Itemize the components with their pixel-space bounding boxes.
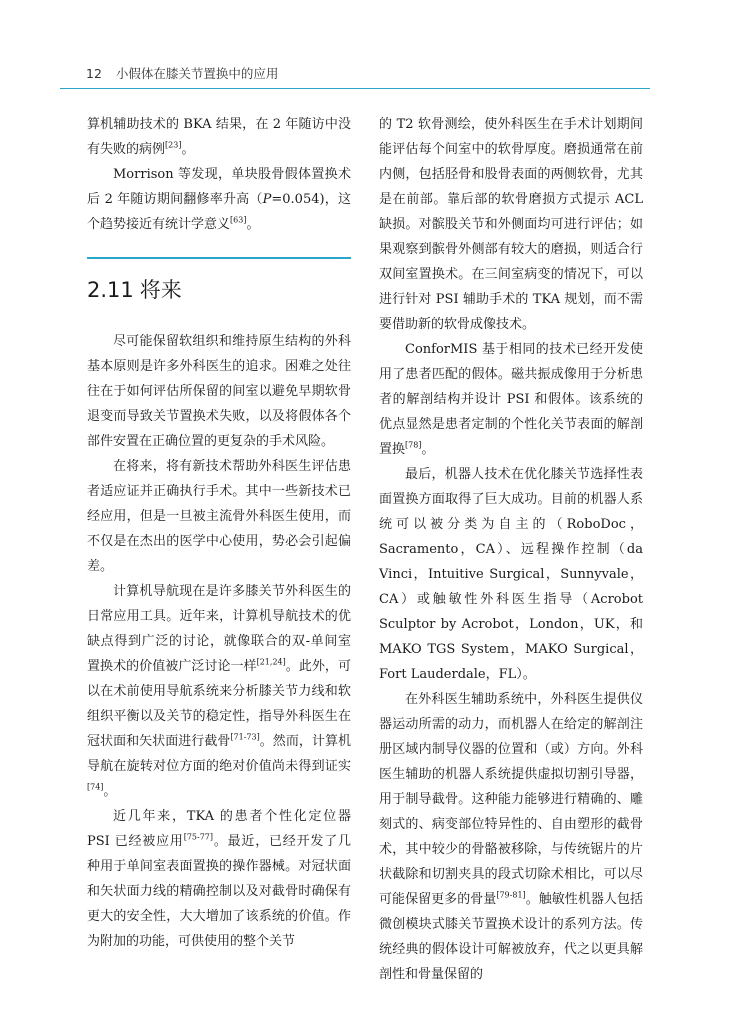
left-column (87, 112, 351, 954)
paragraph-future: 在将来，将有新技术帮助外科医生评估患者适应证并正确执行手术。其中一些新技术已经应用，但是一旦被主流骨外科医生使用，而不仅是在杰出的医学中心使用，势必会引起偏差。 (87, 459, 351, 574)
header-rule (60, 88, 650, 89)
right-column (379, 112, 643, 987)
section-rule (87, 257, 351, 259)
section-number: 2.11 (87, 278, 134, 302)
paragraph-conformis: ConforMIS 基于相同的技术已经开发使用了患者匹配的假体。磁共振成像用于分析患者的解剖结构并设计 PSI 和假体。该系统的优点显然是患者定制的个性化关节表面的解剖置换[78]。 (379, 342, 643, 457)
section-heading (87, 275, 351, 305)
running-header (86, 64, 646, 84)
page-number: 12 (86, 66, 102, 81)
section-title: 将来 (139, 278, 182, 302)
paragraph-psi: 近几年来，TKA 的患者个性化定位器 PSI 已经被应用[75-77]。最近，已经开发了几种用于单间室表面置换的操作器械。对冠状面和矢状面力线的精确控制以及对截骨时确保有更大的安全性，大大增加了该系统的价值。作为附加的功能，可供使用的整个关节 (87, 809, 351, 949)
paragraph-continued: 算机辅助技术的 BKA 结果，在 2 年随访中没有失败的病例[23]。 (87, 117, 351, 157)
running-title: 小假体在膝关节置换中的应用 (115, 66, 279, 81)
paragraph-t2-mapping: 的 T2 软骨测绘，使外科医生在手术计划期间能评估每个间室中的软骨厚度。磨损通常在前内侧，包括胫骨和股骨表面的两侧软骨，尤其是在前部。靠后部的软骨磨损方式提示 ACL 缺损。对髌股关节和外侧面均可进行评估；如果观察到髌骨外侧部有较大的磨损，则适合行双间室置换术。在三间室病变的情况下，可以进行针对 PSI 辅助手术的 TKA 规划，而不需要借助新的软骨成像技术。 (379, 117, 643, 332)
paragraph-robotics: 最后，机器人技术在优化膝关节选择性表面置换方面取得了巨大成功。目前的机器人系统可以被分类为自主的（RoboDoc，Sacramento，CA）、远程操作控制（da Vinci，Intuitive Surgical，Sunnyvale，CA）或触敏性外科医生指导（Acrobot Sculptor by Acrobot，London，UK，和 MAKO TGS System，MAKO Surgical，Fort Lauderdale，FL）。 (379, 467, 643, 682)
paragraph-principle: 尽可能保留软组织和维持原生结构的外科基本原则是许多外科医生的追求。困难之处往往在于如何评估所保留的间室以避免早期软骨退变而导致关节置换术失败，以及将假体各个部件安置在正确位置的更复杂的手术风险。 (87, 334, 351, 449)
section-heading-block (87, 257, 351, 305)
paragraph-assisted-systems: 在外科医生辅助系统中，外科医生提供仪器运动所需的动力，而机器人在给定的解剖注册区域内制导仪器的位置和（或）方向。外科医生辅助的机器人系统提供虚拟切割引导器，用于制导截骨。这种能力能够进行精确的、雕刻式的、病变部位特异性的、自由塑形的截骨术，其中较少的骨骼被移除，与传统锯片的片状截除和切割夹具的段式切除术相比，可以尽可能保留更多的骨量[79-81]。触敏性机器人包括微创模块式膝关节置换术设计的系列方法。传统经典的假体设计可解被放弃，代之以更具解剖性和骨量保留的 (379, 692, 643, 982)
paragraph-morrison: Morrison 等发现，单块股骨假体置换术后 2 年随访期间翻修率升高（P=0.054)，这个趋势接近有统计学意义[63]。 (87, 167, 351, 232)
paragraph-navigation: 计算机导航现在是许多膝关节外科医生的日常应用工具。近年来，计算机导航技术的优缺点得到广泛的讨论，就像联合的双-单间室置换术的价值被广泛讨论一样[21,24]。此外，可以在术前使用导航系统来分析膝关节力线和软组织平衡以及关节的稳定性，指导外科医生在冠状面和矢状面进行截骨[71-73]。然而，计算机导航在旋转对位方面的绝对价值尚未得到证实[74]。 (87, 584, 351, 799)
